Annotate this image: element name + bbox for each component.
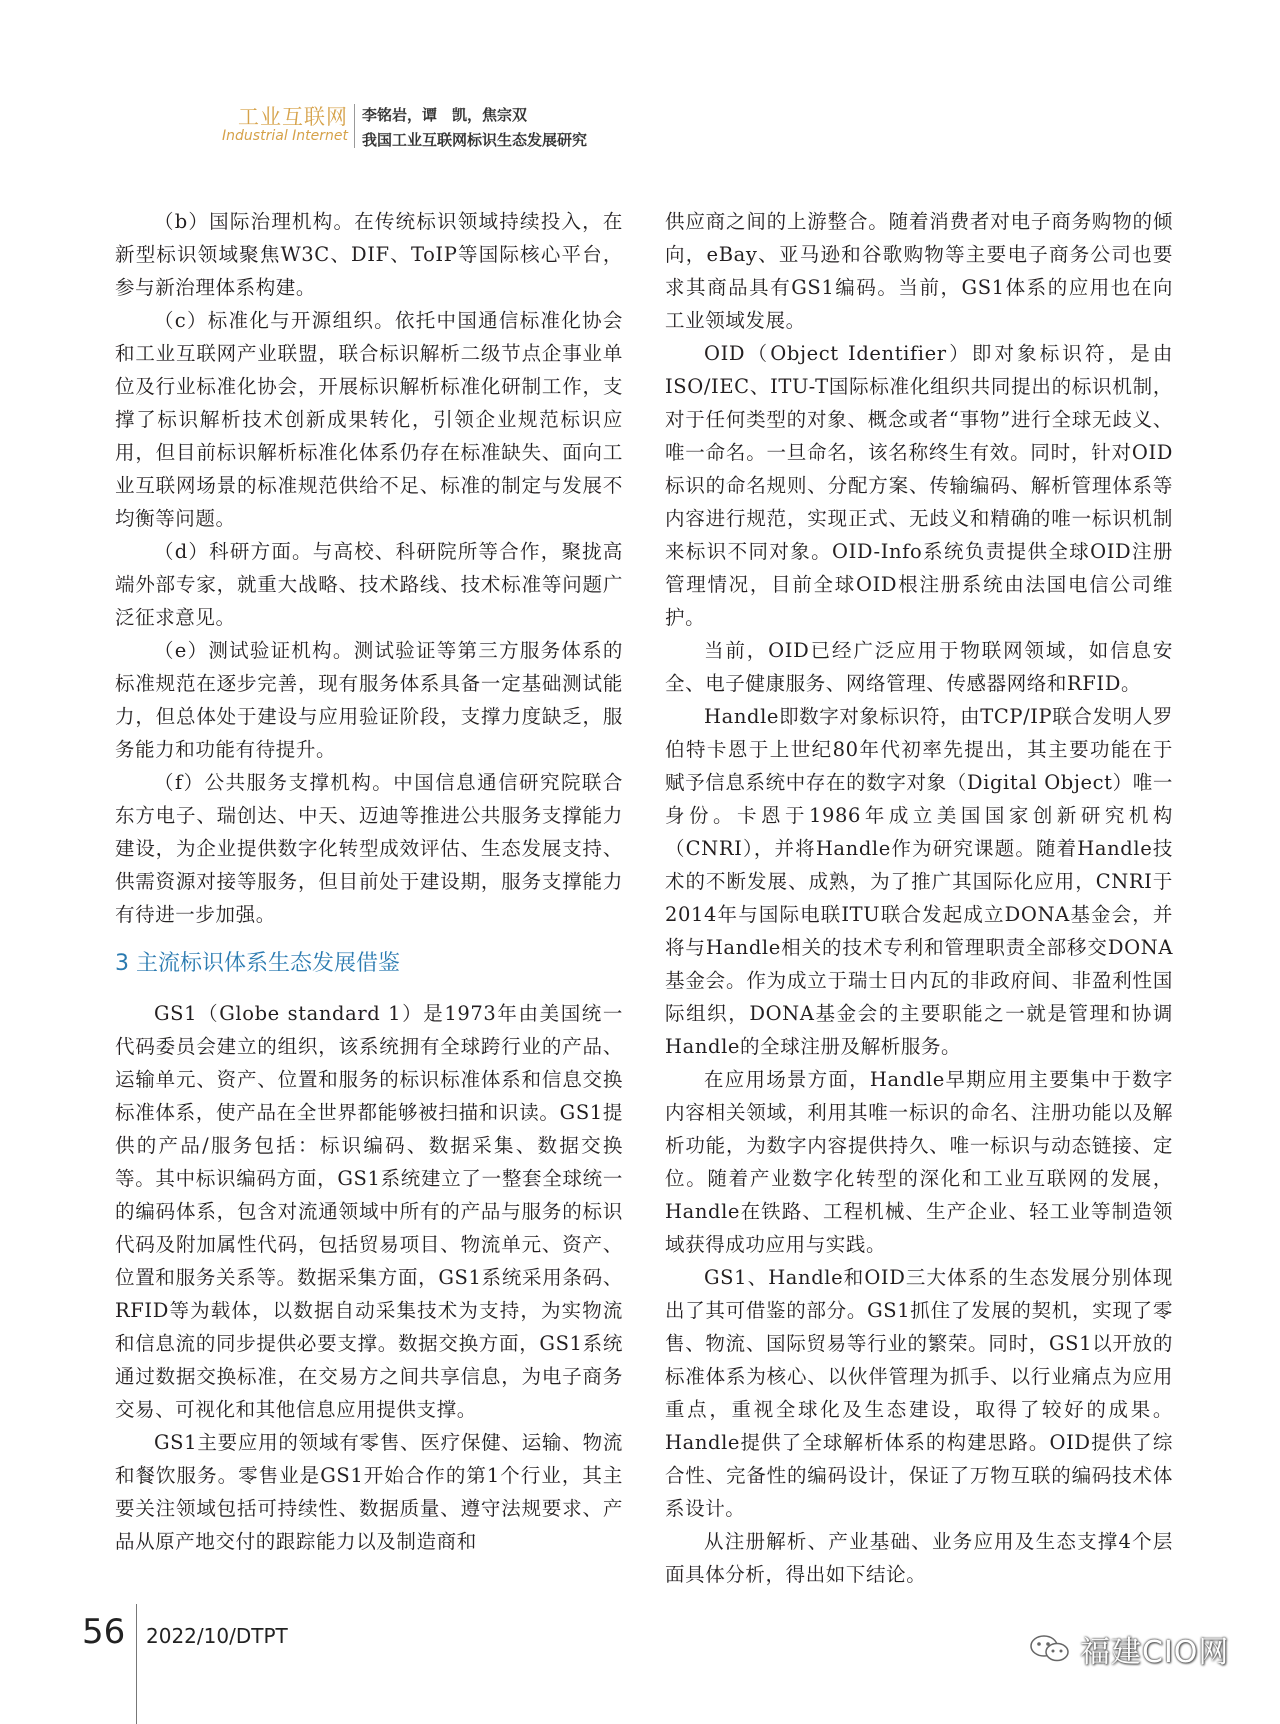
page-number: 56 — [82, 1612, 126, 1652]
watermark-text: 福建CIO网 — [1080, 1635, 1230, 1670]
right-column — [665, 205, 1173, 1591]
watermark — [1028, 1627, 1229, 1671]
paragraph: （e）测试验证机构。测试验证等第三方服务体系的标准规范在逐步完善，现有服务体系具备一定基础测试能力，但总体处于建设与应用验证阶段，支撑力度缺乏，服务能力和功能有待提升。 — [115, 639, 623, 761]
paragraph: （c）标准化与开源组织。依托中国通信标准化协会和工业互联网产业联盟，联合标识解析二级节点企事业单位及行业标准化协会，开展标识解析标准化研制工作，支撑了标识解析技术创新成果转化，引领企业规范标识应用，但目前标识解析标准化体系仍存在标准缺失、面向工业互联网场景的标准规范供给不足、标准的制定与发展不均衡等问题。 — [115, 309, 623, 530]
header-authors: 李铭岩，谭 凯，焦宗双 — [362, 106, 528, 124]
paragraph: GS1（Globe standard 1）是1973年由美国统一代码委员会建立的组织，该系统拥有全球跨行业的产品、运输单元、资产、位置和服务的标识标准体系和信息交换标准体系，使产品在全世界都能够被扫描和识读。GS1提供的产品/服务包括：标识编码、数据采集、数据交换等。其中标识编码方面，GS1系统建立了一整套全球统一的编码体系，包含对流通领域中所有的产品与服务的标识代码及附加属性代码，包括贸易项目、物流单元、资产、位置和服务关系等。数据采集方面，GS1系统采用条码、RFID等为载体，以数据自动采集技术为支持，为实物流和信息流的同步提供必要支撑。数据交换方面，GS1系统通过数据交换标准，在交易方之间共享信息，为电子商务交易、可视化和其他信息应用提供支撑。 — [115, 1002, 623, 1421]
paragraph: GS1、Handle和OID三大体系的生态发展分别体现出了其可借鉴的部分。GS1抓住了发展的契机，实现了零售、物流、国际贸易等行业的繁荣。同时，GS1以开放的标准体系为核心、以伙伴管理为抓手、以行业痛点为应用重点，重视全球化及生态建设，取得了较好的成果。Handle提供了全球解析体系的构建思路。OID提供了综合性、完备性的编码设计，保证了万物互联的编码技术体系设计。 — [665, 1266, 1173, 1520]
issue-label: 2022/10/DTPT — [146, 1624, 288, 1648]
paragraph: OID（Object Identifier）即对象标识符，是由ISO/IEC、ITU-T国际标准化组织共同提出的标识机制，对于任何类型的对象、概念或者“事物”进行全球无歧义、唯一命名。一旦命名，该名称终生有效。同时，针对OID标识的命名规则、分配方案、传输编码、解析管理体系等内容进行规范，实现正式、无歧义和精确的唯一标识机制来标识不同对象。OID-Info系统负责提供全球OID注册管理情况，目前全球OID根注册系统由法国电信公司维护。 — [665, 342, 1173, 629]
paragraph: （d）科研方面。与高校、科研院所等合作，聚拢高端外部专家，就重大战略、技术路线、技术标准等问题广泛征求意见。 — [115, 540, 623, 629]
paragraph: （f）公共服务支撑机构。中国信息通信研究院联合东方电子、瑞创达、中天、迈迪等推进公共服务支撑能力建设，为企业提供数字化转型成效评估、生态发展支持、供需资源对接等服务，但目前处于建设期，服务支撑能力有待进一步加强。 — [115, 771, 623, 926]
paragraph: Handle即数字对象标识符，由TCP/IP联合发明人罗伯特卡恩于上世纪80年代初率先提出，其主要功能在于赋予信息系统中存在的数字对象（Digital Object）唯一身份。卡恩于1986年成立美国国家创新研究机构（CNRI），并将Handle作为研究课题。随着Handle技术的不断发展、成熟，为了推广其国际化应用，CNRI于2014年与国际电联ITU联合发起成立DONA基金会，并将与Handle相关的技术专利和管理职责全部移交DONA基金会。作为成立于瑞士日内瓦的非政府间、非盈利性国际组织，DONA基金会的主要职能之一就是管理和协调Handle的全球注册及解析服务。 — [665, 705, 1173, 1058]
paragraph: 在应用场景方面，Handle早期应用主要集中于数字内容相关领域，利用其唯一标识的命名、注册功能以及解析功能，为数字内容提供持久、唯一标识与动态链接、定位。随着产业数字化转型的深化和工业互联网的发展，Handle在铁路、工程机械、生产企业、轻工业等制造领域获得成功应用与实践。 — [665, 1068, 1173, 1256]
paragraph: （b）国际治理机构。在传统标识领域持续投入，在新型标识领域聚焦W3C、DIF、ToIP等国际核心平台，参与新治理体系构建。 — [115, 210, 623, 299]
footer-divider — [136, 1604, 137, 1724]
paragraph: GS1主要应用的领域有零售、医疗保健、运输、物流和餐饮服务。零售业是GS1开始合作的第1个行业，其主要关注领域包括可持续性、数据质量、遵守法规要求、产品从原产地交付的跟踪能力以及制造商和 — [115, 1431, 623, 1553]
header-divider — [354, 104, 355, 148]
header-article-title: 我国工业互联网标识生态发展研究 — [362, 131, 588, 149]
paragraph: 当前，OID已经广泛应用于物联网领域，如信息安全、电子健康服务、网络管理、传感器网络和RFID。 — [665, 639, 1173, 695]
left-column — [115, 205, 623, 1558]
paragraph: 供应商之间的上游整合。随着消费者对电子商务购物的倾向，eBay、亚马逊和谷歌购物等主要电子商务公司也要求其商品具有GS1编码。当前，GS1体系的应用也在向工业领域发展。 — [665, 210, 1173, 332]
journal-brand-en: Industrial Internet — [222, 128, 348, 144]
section-heading: 3 主流标识体系生态发展借鉴 — [115, 951, 400, 976]
wechat-icon — [1028, 1633, 1072, 1665]
paragraph: 从注册解析、产业基础、业务应用及生态支撑4个层面具体分析，得出如下结论。 — [665, 1530, 1173, 1586]
journal-brand-cn: 工业互联网 — [238, 105, 348, 129]
